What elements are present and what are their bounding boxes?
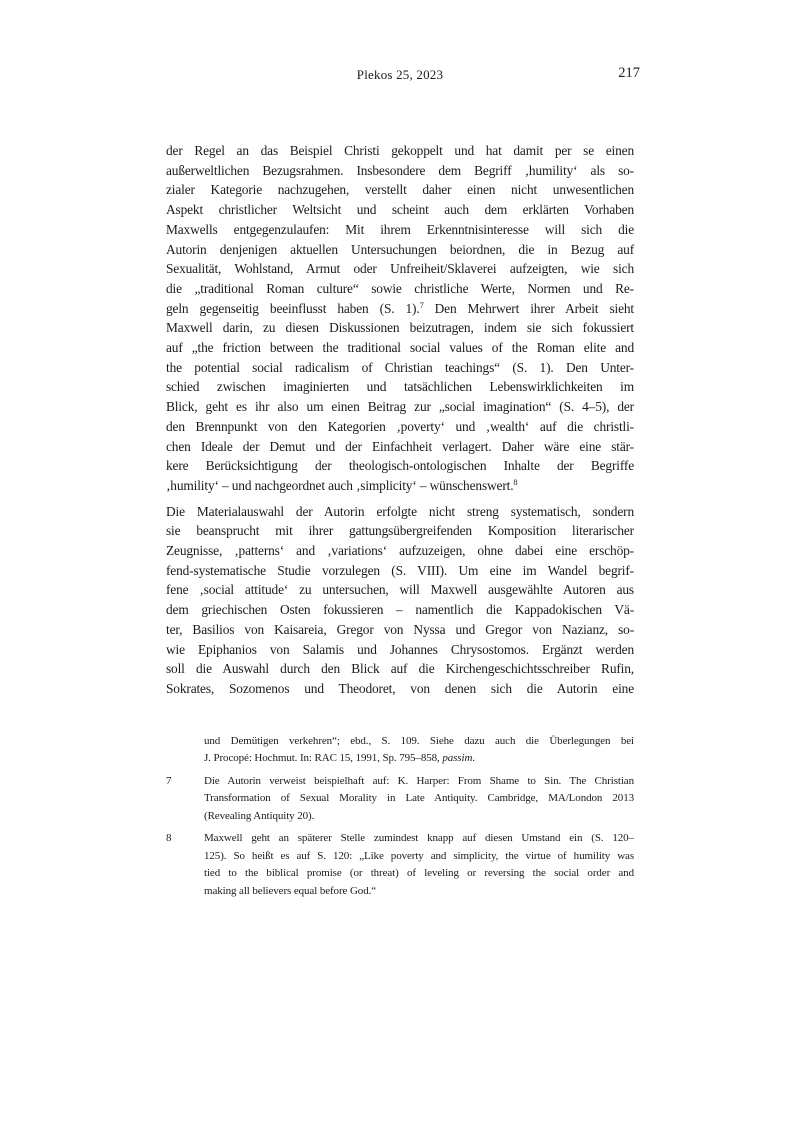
paragraph [166, 502, 634, 699]
footnote-number: 8 [166, 832, 172, 845]
text-line: Aspekt christlicher Weltsicht und scheint auch dem erklärten Vorhaben [166, 202, 634, 218]
text-line: ‚humility‘ – und nachgeordnet auch ‚simplicity‘ – wünschenswert.$^8$ [166, 477, 518, 493]
text-line: Die Materialauswahl der Autorin erfolgte nicht streng systematisch, sondern [166, 503, 634, 519]
text-line: soll die Auswahl durch den Blick auf die Kirchengeschichtsschreiber Rufin, [166, 661, 634, 677]
text-line: Transformation of Sexual Morality in Late Antiquity. Cambridge, MA/London 2013 [204, 792, 634, 805]
text-line: und Demütigen verkehren“; ebd., S. 109. Siehe dazu auch die Überlegungen bei [204, 734, 634, 747]
text-line: den Brennpunkt von den Kategorien ‚poverty‘ und ‚wealth‘ auf die christli- [166, 418, 634, 434]
footnote-reference: 7 [419, 301, 424, 311]
text-line: Maxwell geht an späterer Stelle zumindest knapp auf diesen Umstand ein (S. 120– [204, 832, 634, 845]
text-line: dem griechischen Osten fokussieren – namentlich die Kappadokischen Vä- [166, 602, 634, 618]
text-line: kere Berücksichtigung der theologisch-ontologischen Inhalte der Begriffe [166, 458, 634, 474]
text-line: geln gegenseitig beeinflusst haben (S. 1).$^7$ Den Mehrwert ihrer Arbeit sieht [166, 300, 634, 316]
text-line: Die Autorin verweist beispielhaft auf: K. Harper: From Shame to Sin. The Christian [204, 774, 634, 787]
footnote-text [204, 830, 634, 900]
footnote-number [166, 733, 204, 768]
footnote-reference: 8 [513, 478, 518, 488]
text-line: tied to the biblical promise (or threat) of leveling or reversing the social order and [204, 867, 634, 880]
footnote [166, 773, 634, 826]
paragraph [166, 141, 634, 496]
text-line: making all believers equal before God.“ [204, 884, 377, 897]
page-header [166, 65, 640, 88]
text-line: the potential social radicalism of Christian teachings“ (S. 1). Den Unter- [166, 359, 634, 375]
footnote-text [204, 733, 634, 768]
text-line: sie beansprucht mit ihrer gattungsübergreifenden Komposition literarischer [166, 523, 634, 539]
text-line: Maxwells entgegenzulaufen: Mit ihrem Erkenntnisinteresse will sich die [166, 221, 634, 237]
text-line: J. Procopé: Hochmut. In: RAC 15, 1991, Sp. 795–858, passim. [204, 752, 475, 765]
text-line: die „traditional Roman culture“ sowie christliche Werte, Normen und Re- [166, 280, 634, 296]
text-line: 125). So heißt es auf S. 120: „Like poverty and simplicity, the virtue of humility was [204, 849, 634, 862]
text-line: chen Ideale der Demut und der Einfachheit verlagert. Daher wäre eine stär- [166, 438, 634, 454]
text-line: Blick, geht es ihr also um einen Beitrag zur „social imagination“ (S. 4–5), der [166, 399, 634, 415]
text-line: Zeugnisse, ‚patterns‘ and ‚variations‘ aufzuzeigen, ohne dabei eine erschöp- [166, 543, 634, 559]
text-line: Sokrates, Sozomenos und Theodoret, von denen sich die Autorin eine [166, 680, 634, 696]
text-line: auf „the friction between the traditional social values of the Roman elite and [166, 340, 634, 356]
text-line: Sexualität, Wohlstand, Armut oder Unfreiheit/Sklaverei aufzeigten, wie sich [166, 261, 634, 277]
text-line: Maxwell darin, zu diesen Diskussionen beizutragen, indem sie sich fokussiert [166, 320, 634, 336]
page-number: 217 [618, 65, 640, 81]
text-line: schied zwischen imaginierten und tatsächlichen Lebenswirklichkeiten im [166, 379, 634, 395]
footnote-number: 7 [166, 774, 172, 787]
text-line: außerweltlichen Bezugsrahmen. Insbesondere dem Begriff ‚humility‘ als so- [166, 162, 634, 178]
text-line: fend-systematische Studie vorzulegen (S. VIII). Um eine im Wandel begrif- [166, 562, 634, 578]
footnote [166, 733, 634, 768]
text-line: der Regel an das Beispiel Christi gekoppelt und hat damit per se einen [166, 143, 634, 158]
text-line: ter, Basilios von Kaisareia, Gregor von Nyssa und Gregor von Nazianz, so- [166, 621, 634, 637]
text-line: zialer Kategorie nachzugehen, verstellt daher einen nicht unwesentlichen [166, 182, 634, 198]
footnote [166, 830, 634, 900]
footnotes-section [166, 733, 634, 901]
italic-text: passim [442, 752, 473, 765]
text-line: fene ‚social attitude‘ zu untersuchen, will Maxwell ausgewählte Autoren aus [166, 582, 634, 598]
text-line: (Revealing Antiquity 20). [204, 809, 315, 822]
body-text [166, 141, 634, 900]
footnote-text [204, 773, 634, 826]
text-line: Autorin denjenigen aktuellen Untersuchungen beiordnen, die in Bezug auf [166, 241, 634, 257]
text-line: wie Epiphanios von Salamis und Johannes Chrysostomos. Ergänzt werden [166, 641, 634, 657]
journal-title: Plekos 25, 2023 [356, 67, 444, 82]
